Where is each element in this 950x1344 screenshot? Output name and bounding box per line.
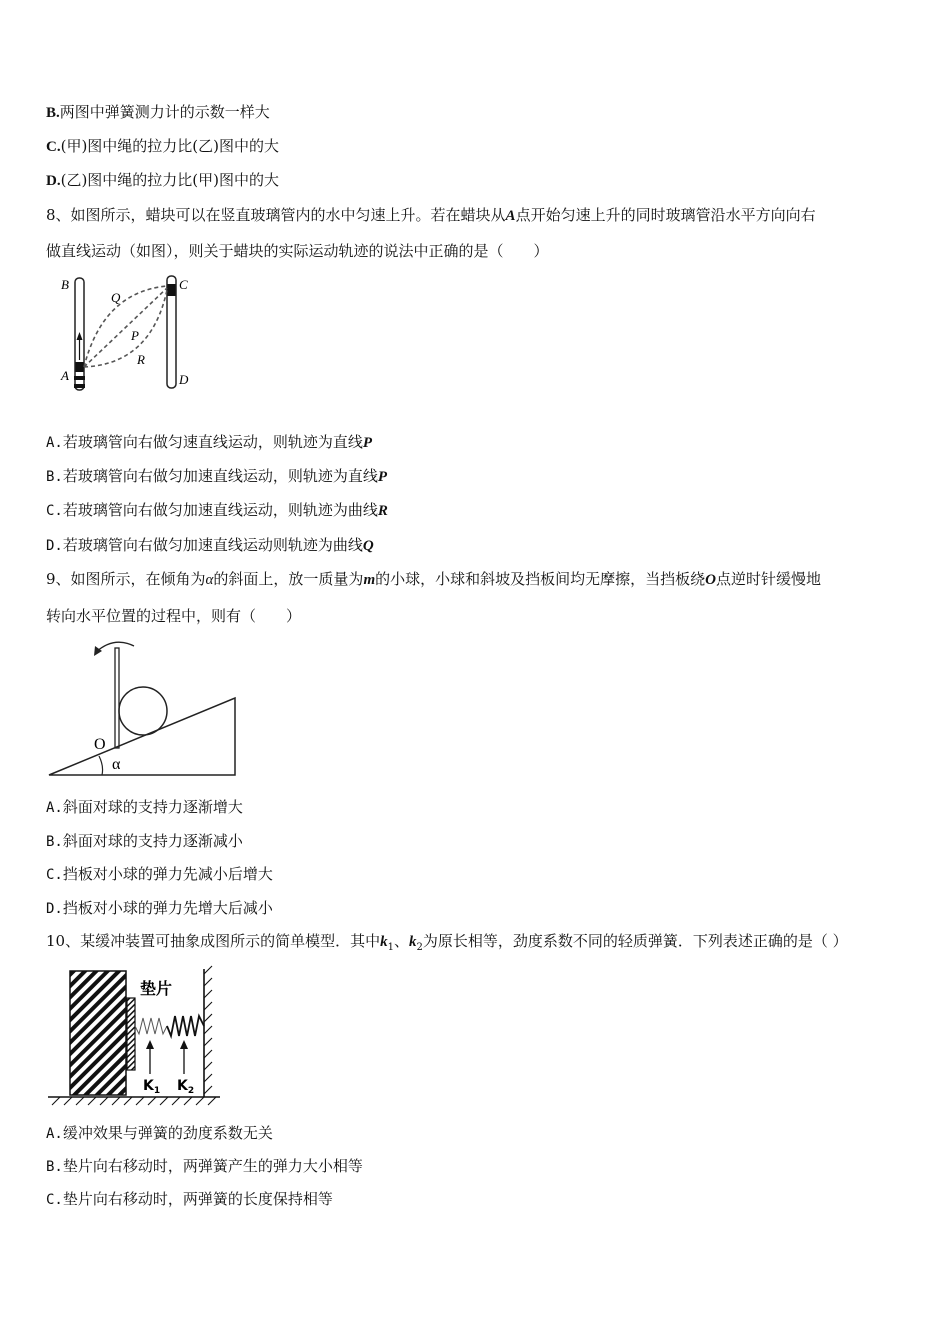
q8-up-arrow-head [77, 332, 83, 340]
q7-option-d [46, 170, 279, 191]
q9-label-o: O [94, 736, 106, 753]
q8-label-q: Q [111, 290, 121, 305]
q9-baffle [115, 648, 119, 748]
q10-option-a-letter: A. [46, 1126, 63, 1142]
q10-label-pad: 垫片 [140, 979, 173, 998]
q9-stem-var-m: m [363, 572, 376, 588]
q10-stem-k1-sub: 1 [387, 942, 394, 953]
q8-option-a-letter: A. [46, 435, 63, 451]
q8-wax-block-a [76, 362, 84, 372]
q9-ball [119, 687, 167, 735]
q8-stem-line1 [46, 205, 816, 226]
q7-option-b-text: 两图中弹簧测力计的示数一样大 [59, 103, 270, 121]
q9-option-a [46, 797, 243, 818]
q10-label-k1: $K_1$ [143, 1078, 161, 1096]
q10-stem-text-b: 为原长相等，劲度系数不同的轻质弹簧．下列表述正确的是（ ） [422, 932, 848, 950]
q8-option-a [46, 432, 372, 453]
q10-option-c-letter: C. [46, 1192, 63, 1208]
q10-figure-buffer [44, 964, 224, 1110]
q9-label-alpha: α [112, 756, 121, 773]
q9-option-c [46, 864, 273, 885]
q10-stem-k2-sub: 2 [416, 942, 423, 953]
q7-option-d-letter: D. [46, 173, 61, 189]
q8-option-d-text: 若玻璃管向右做匀加速直线运动则轨迹为曲线 [62, 536, 363, 554]
q10-option-c-text: 垫片向右移动时，两弹簧的长度保持相等 [62, 1190, 333, 1208]
q8-stem-text-b: 点开始匀速上升的同时玻璃管沿水平方向向右 [515, 206, 816, 224]
q7-option-c-text: (甲)图中绳的拉力比(乙)图中的大 [60, 137, 280, 155]
q9-option-b [46, 831, 243, 852]
q9-option-d-text: 挡板对小球的弹力先增大后减小 [62, 899, 273, 917]
q8-stem-text-c: 做直线运动（如图），则关于蜡块的实际运动轨迹的说法中正确的是（ ） [46, 242, 549, 260]
q9-option-c-letter: C. [46, 867, 63, 883]
q9-option-b-text: 斜面对球的支持力逐渐减小 [62, 832, 243, 850]
q9-option-a-letter: A. [46, 800, 63, 816]
q8-option-b-var: P [377, 469, 388, 485]
q8-option-c-letter: C. [46, 503, 63, 519]
q10-spring-k1 [135, 1018, 167, 1034]
q10-wall-hatching [204, 966, 212, 1094]
q9-angle-arc [99, 756, 103, 775]
q8-option-d-var: Q [362, 538, 374, 554]
q10-stem-k2: k [408, 934, 417, 950]
q9-stem-text-c: 的小球，小球和斜坡及挡板间均无摩擦，当挡板绕 [375, 570, 706, 588]
q8-option-b-letter: B. [46, 469, 63, 485]
q10-option-a [46, 1123, 273, 1144]
q7-option-b [46, 102, 270, 123]
q8-option-a-var: P [362, 435, 373, 451]
q9-option-b-letter: B. [46, 834, 63, 850]
q8-label-p: P [131, 328, 139, 343]
q10-block [70, 971, 126, 1095]
q9-stem-text-b: 的斜面上，放一质量为 [213, 570, 364, 588]
q9-stem-line1 [46, 569, 821, 590]
q9-option-d-letter: D. [46, 901, 63, 917]
q9-option-d [46, 898, 273, 919]
q7-option-c-letter: C. [46, 139, 61, 155]
q9-stem-line2 [46, 606, 301, 626]
q7-option-b-letter: B. [46, 105, 60, 121]
q10-option-a-text: 缓冲效果与弹簧的劲度系数无关 [62, 1124, 273, 1142]
q9-stem-text-a: 9、如图所示，在倾角为 [46, 570, 206, 588]
q8-label-b: B [61, 277, 69, 292]
q9-stem-var-alpha: α [205, 572, 214, 588]
q8-stem-var-a: A [505, 208, 516, 224]
q9-stem-var-o: O [705, 572, 716, 588]
q8-label-a: A [61, 368, 69, 383]
q8-label-d: D [179, 372, 189, 387]
q8-option-b [46, 466, 387, 487]
q8-option-c [46, 500, 388, 521]
q10-option-b [46, 1156, 363, 1177]
q8-option-c-var: R [377, 503, 388, 519]
q8-option-c-text: 若玻璃管向右做匀加速直线运动，则轨迹为曲线 [62, 501, 378, 519]
q8-stem-line2 [46, 241, 549, 261]
q7-option-d-text: (乙)图中绳的拉力比(甲)图中的大 [60, 171, 280, 189]
q9-stem-text-d: 点逆时针缓慢地 [715, 570, 821, 588]
q10-stem-k1: k [380, 934, 388, 950]
q10-pad [127, 998, 135, 1070]
q8-option-d [46, 535, 374, 556]
q8-option-a-text: 若玻璃管向右做匀速直线运动，则轨迹为直线 [62, 433, 363, 451]
q10-option-b-letter: B. [46, 1159, 63, 1175]
q8-wax-block-c [168, 284, 176, 296]
q9-option-a-text: 斜面对球的支持力逐渐增大 [62, 798, 243, 816]
q9-option-c-text: 挡板对小球的弹力先减小后增大 [62, 865, 273, 883]
q10-stem [46, 931, 848, 958]
q8-option-b-text: 若玻璃管向右做匀加速直线运动，则轨迹为直线 [62, 467, 378, 485]
q10-stem-sep: 、 [393, 932, 409, 950]
q9-figure-incline [44, 638, 244, 782]
q10-stem-text-a: 10、某缓冲装置可抽象成图所示的简单模型．其中 [46, 932, 381, 950]
q7-option-c [46, 136, 279, 157]
q9-incline [49, 698, 235, 775]
q10-floor-hatching [52, 1097, 216, 1105]
q10-spring-k2 [167, 1016, 204, 1036]
q8-stem-text-a: 8、如图所示，蜡块可以在竖直玻璃管内的水中匀速上升。若在蜡块从 [46, 206, 506, 224]
q8-figure-glass-tubes [55, 272, 205, 402]
q10-option-c [46, 1189, 333, 1210]
q8-label-r: R [137, 352, 145, 367]
q8-option-d-letter: D. [46, 538, 63, 554]
q8-label-c: C [179, 277, 188, 292]
q10-label-k2: $K_2$ [177, 1078, 195, 1096]
q10-option-b-text: 垫片向右移动时，两弹簧产生的弹力大小相等 [62, 1157, 363, 1175]
q9-stem-text-e: 转向水平位置的过程中，则有（ ） [46, 607, 302, 625]
